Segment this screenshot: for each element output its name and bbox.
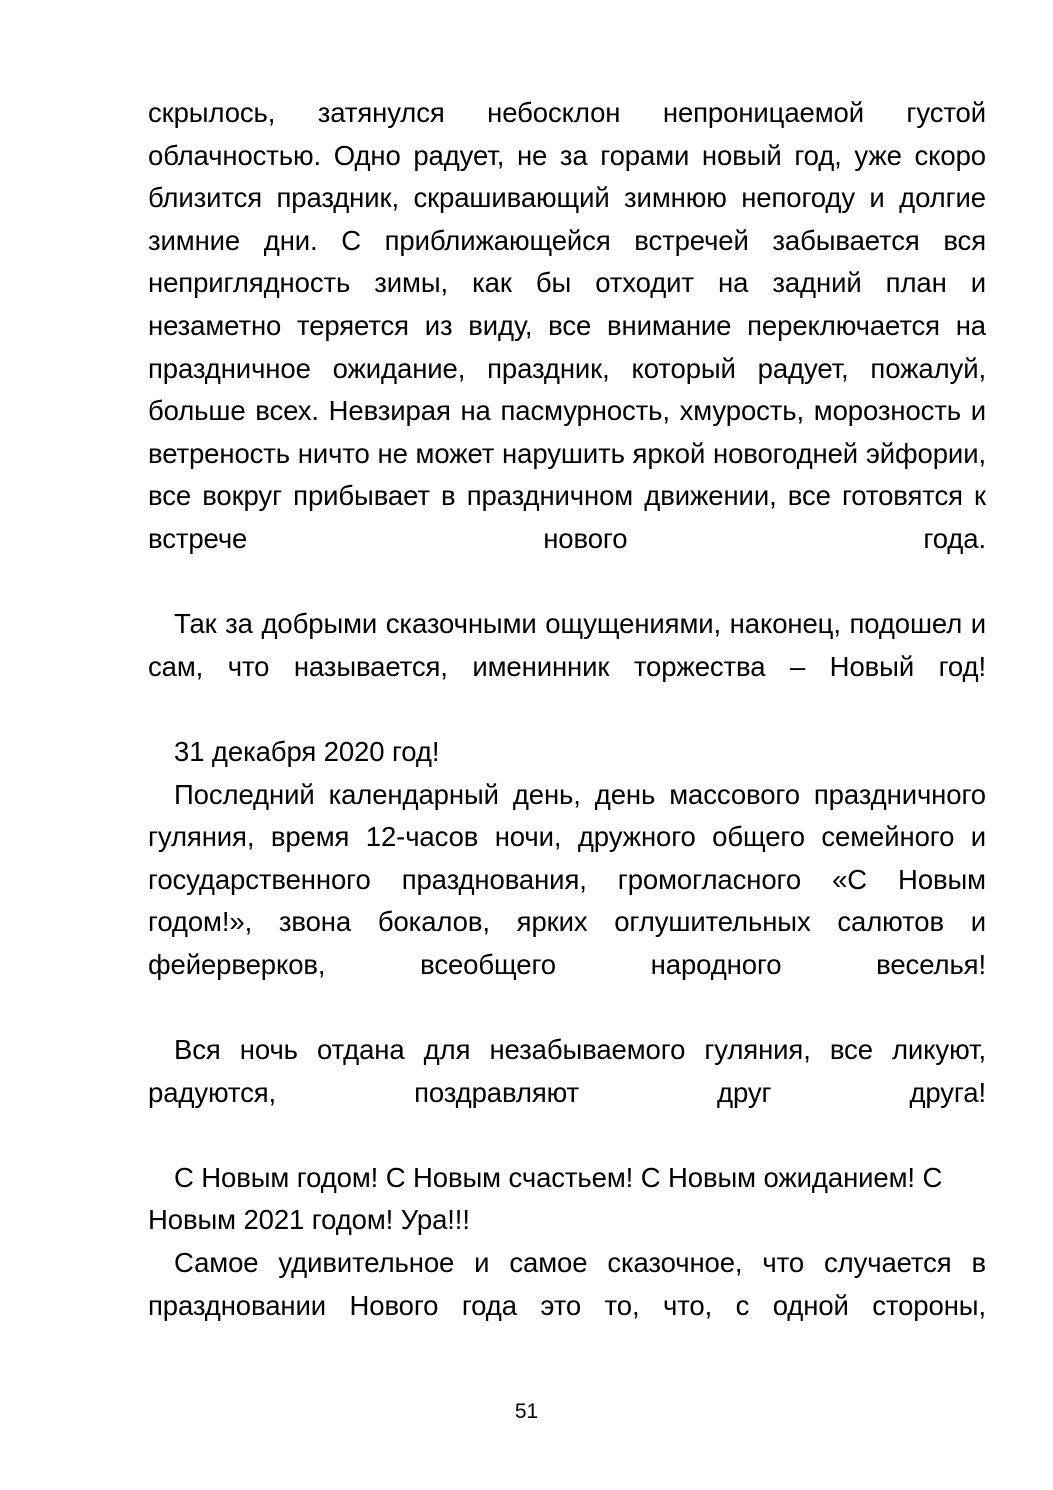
paragraph-continuation: скрылось, затянулся небосклон непроницаемой густой облачностью. Одно радует, не за горами новый год, уже скоро близится праздник, скрашивающий зимнюю непогоду и долгие зимние дни. С приближающейся встречей забывается вся неприглядность зимы, как бы отходит на задний план и незаметно теряется из виду, все внимание переключается на праздничное ожидание, праздник, который радует, пожалуй, больше всех. Невзирая на пасмурность, хмурость, морозность и ветреность ничто не может нарушить яркой новогодней эйфории, все вокруг прибывает в праздничном движении, все готовятся к встрече нового года.: [148, 97, 986, 554]
paragraph-date-heading: 31 декабря 2020 год!: [174, 735, 440, 767]
paragraph-greetings: С Новым годом! С Новым счастьем! С Новым ожиданием! С Новым 2021 годом! Ура!!!: [148, 1161, 943, 1236]
paragraph-last-calendar-day: Последний календарный день, день массового праздничного гуляния, время 12-часов ночи, дружного общего семейного и государственного празднования, громогласного «С Новым годом!», звона бокалов, ярких оглушительных салютов и фейерверков, всеобщего народного веселья!: [148, 778, 986, 980]
page-number: 51: [514, 1400, 539, 1423]
paragraph-all-night: Вся ночь отдана для незабываемого гуляния, все ликуют, радуются, поздравляют друг друга!: [148, 1034, 986, 1108]
paragraph-most-amazing: Самое удивительное и самое сказочное, что случается в праздновании Нового года это то, что, с одной стороны,: [148, 1247, 986, 1321]
page-text-body: [148, 92, 986, 1370]
paragraph-fairytale-feelings: Так за добрыми сказочными ощущениями, наконец, подошел и сам, что называется, именинник торжества – Новый год!: [148, 608, 986, 682]
